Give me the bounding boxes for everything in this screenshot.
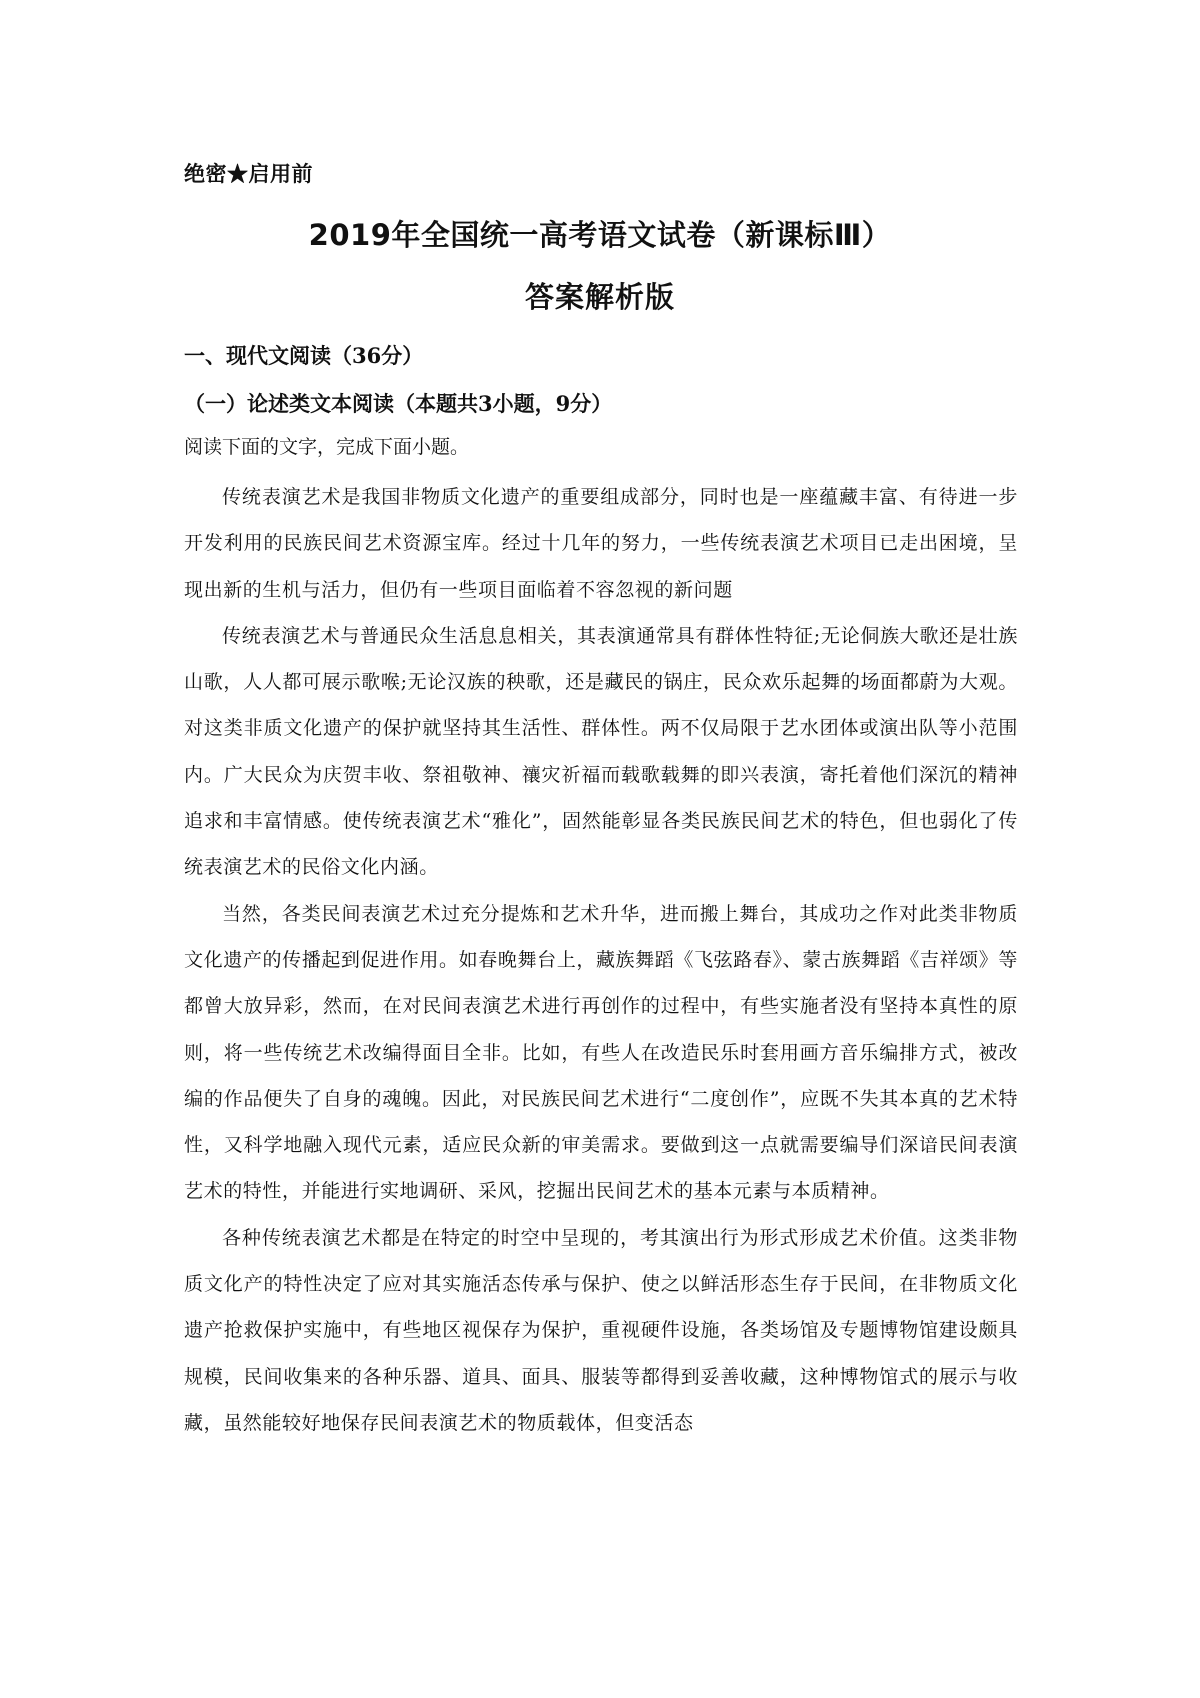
section-heading-modern-reading: 一、现代文阅读（36分） (184, 343, 424, 368)
passage-paragraph-3: 当然，各类民间表演艺术过充分提炼和艺术升华，进而搬上舞台，其成功之作对此类非物质文化遗产的传播起到促进作用。如春晚舞台上，藏族舞蹈《飞弦路春》、蒙古族舞蹈《吉祥颂》等都曾大放异彩，然而，在对民间表演艺术进行再创作的过程中，有些实施者没有坚持本真性的原则，将一些传统艺术改编得面目全非。比如，有些人在改造民乐时套用画方音乐编排方式，被改编的作品便失了自身的魂魄。因此，对民族民间艺术进行“二度创作”，应既不失其本真的艺术特性，又科学地融入现代元素，适应民众新的审美需求。要做到这一点就需要编导们深谙民间表演艺术的特性，并能进行实地调研、采风，挖掘出民间艺术的基本元素与本质精神。 (184, 902, 1018, 1203)
secret-mark: 绝密★启用前 (184, 161, 313, 186)
document-title: 2019年全国统一高考语文试卷（新课标Ⅲ） (308, 218, 892, 252)
passage-paragraph-1: 传统表演艺术是我国非物质文化遗产的重要组成部分，同时也是一座蕴藏丰富、有待进一步开发利用的民族民间艺术资源宝库。经过十几年的努力，一些传统表演艺术项目已走出困境，呈现出新的生机与活力，但仍有一些项目面临着不容忽视的新问题 (184, 486, 1018, 601)
reading-instruction: 阅读下面的文字，完成下面小题。 (184, 436, 470, 458)
passage-paragraph-4: 各种传统表演艺术都是在特定的时空中呈现的，考其演出行为形式形成艺术价值。这类非物质文化产的特性决定了应对其实施活态传承与保护、使之以鲜活形态生存于民间，在非物质文化遗产抢救保护实施中，有些地区视保存为保护，重视硬件设施，各类场馆及专题博物馆建设颇具规模，民间收集来的各种乐器、道具、面具、服装等都得到妥善收藏，这种博物馆式的展示与收藏，虽然能较好地保存民间表演艺术的物质载体，但变活态 (184, 1226, 1018, 1434)
passage-paragraph-2: 传统表演艺术与普通民众生活息息相关，其表演通常具有群体性特征;无论侗族大歌还是壮族山歌，人人都可展示歌喉;无论汉族的秧歌，还是藏民的锅庄，民众欢乐起舞的场面都蔚为大观。对这类非质文化遗产的保护就坚持其生活性、群体性。两不仅局限于艺水团体或演出队等小范围内。广大民众为庆贺丰收、祭祖敬神、禳灾祈福而载歌载舞的即兴表演，寄托着他们深沉的精神追求和丰富情感。使传统表演艺术“雅化”，固然能彰显各类民族民间艺术的特色，但也弱化了传统表演艺术的民俗文化内涵。 (184, 624, 1018, 879)
passage-body (184, 474, 1018, 1446)
subsection-heading-argumentative: （一）论述类文本阅读（本题共3小题，9分） (184, 391, 613, 416)
document-subtitle: 答案解析版 (524, 280, 675, 314)
